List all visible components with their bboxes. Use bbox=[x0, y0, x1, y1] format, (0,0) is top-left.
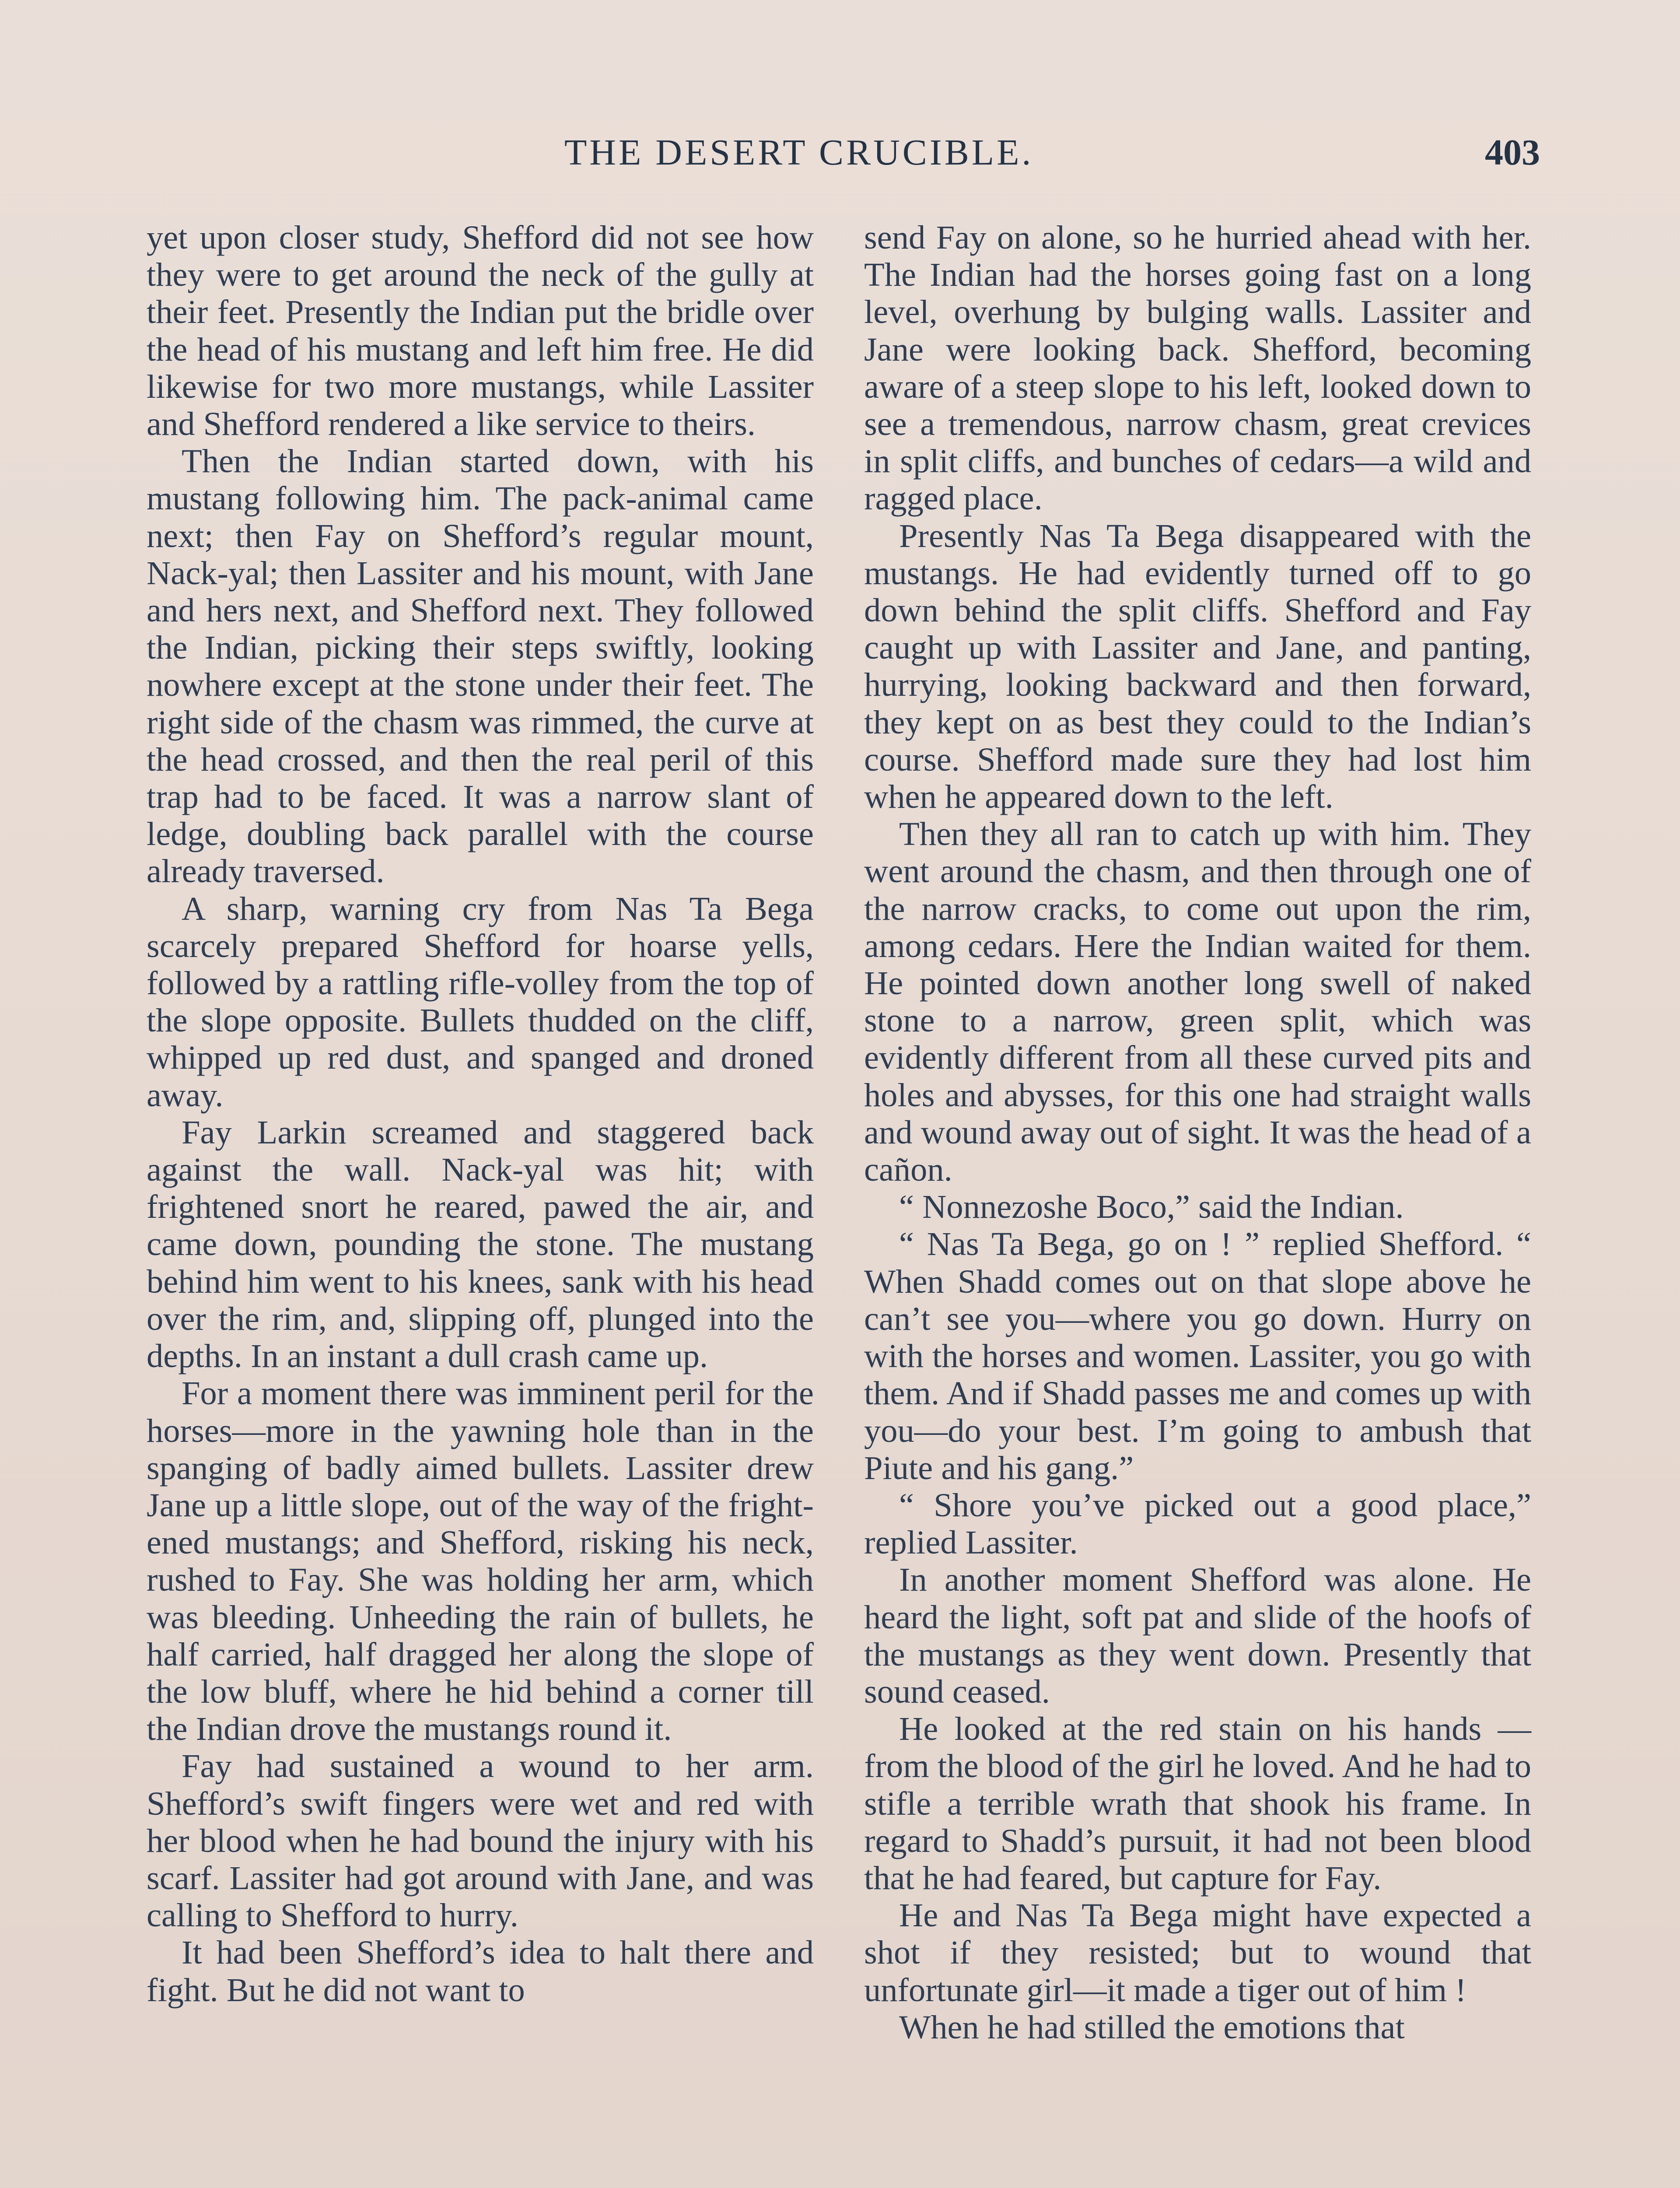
paragraph: Then the Indian started down, with his mustang following him. The pack-animal came next; then Fay on Shefford’s regular mount, Nack-yal; then Lassiter and his mount, with Jane and hers next, and Shefford next. They followed the Indian, picking their steps swiftly, looking nowhere except at the stone under their feet. The right side of the chasm was rimmed, the curve at the head crossed, and then the real peril of this trap had to be faced. It was a narrow slant of ledge, doubling back parallel with the course already traversed. bbox=[147, 442, 814, 890]
paragraph: He and Nas Ta Bega might have expected a shot if they resisted; but to wound that unfortunate girl—it made a tiger out of him ! bbox=[864, 1897, 1531, 2009]
paragraph: Then they all ran to catch up with him. They went around the chasm, and then through one of the narrow cracks, to come out upon the rim, among cedars. Here the Indian waited for them. He pointed down another long swell of naked stone to a narrow, green split, which was evidently different from all these curved pits and holes and abysses, for this one had straight walls and wound away out of sight. It was the head of a cañon. bbox=[864, 815, 1531, 1189]
paragraph: “ Nas Ta Bega, go on ! ” replied Shefford. “ When Shadd comes out on that slope above he can’t see you—where you go down. Hurry on with the horses and women. Lassiter, you go with them. And if Shadd passes me and comes up with you—do your best. I’m going to ambush that Piute and his gang.” bbox=[864, 1225, 1531, 1487]
paragraph: It had been Shefford’s idea to halt there and fight. But he did not want to bbox=[147, 1934, 814, 2009]
paragraph: Fay had sustained a wound to her arm. Shefford’s swift fingers were wet and red with her blood when he had bound the injury with his scarf. Lassiter had got around with Jane, and was calling to Shefford to hurry. bbox=[147, 1747, 814, 1934]
left-text-column bbox=[147, 219, 814, 2009]
running-head-title: THE DESERT CRUCIBLE. bbox=[564, 132, 1034, 173]
page-number: 403 bbox=[1485, 132, 1540, 173]
paragraph: In another moment Shefford was alone. He heard the light, soft pat and slide of the hoofs of the mustangs as they went down. Presently that sound ceased. bbox=[864, 1561, 1531, 1710]
paragraph: A sharp, warning cry from Nas Ta Bega scarcely prepared Shefford for hoarse yells, followed by a rattling rifle-volley from the top of the slope opposite. Bullets thudded on the cliff, whipped up red dust, and spanged and droned away. bbox=[147, 890, 814, 1114]
paragraph: Fay Larkin screamed and staggered back against the wall. Nack-yal was hit; with frightened snort he reared, pawed the air, and came down, pounding the stone. The mustang behind him went to his knees, sank with his head over the rim, and, slipping off, plunged into the depths. In an instant a dull crash came up. bbox=[147, 1113, 814, 1375]
right-text-column bbox=[864, 219, 1531, 2046]
paragraph: “ Shore you’ve picked out a good place,” replied Lassiter. bbox=[864, 1486, 1531, 1561]
paragraph: yet upon closer study, Shefford did not see how they were to get around the neck of the gully at their feet. Presently the Indian put the bridle over the head of his mustang and left him free. He did likewise for two more mustangs, while Lassiter and Shefford rendered a like service to theirs. bbox=[147, 219, 814, 443]
paragraph: “ Nonnezoshe Boco,” said the Indian. bbox=[899, 1188, 1404, 1226]
paragraph: For a moment there was imminent peril for the horses—more in the yawning hole than in the spanging of badly aimed bullets. Lassiter drew Jane up a little slope, out of the way of the frightened mustangs; and Shefford, risking his neck, rushed to Fay. She was holding her arm, which was bleeding. Unheeding the rain of bullets, he half carried, half dragged her along the slope of the low bluff, where he hid behind a corner till the Indian drove the mustangs round it. bbox=[147, 1375, 814, 1748]
paragraph: When he had stilled the emotions that bbox=[899, 2008, 1405, 2046]
paragraph: Presently Nas Ta Bega disappeared with the mustangs. He had evidently turned off to go down behind the split cliffs. Shefford and Fay caught up with Lassiter and Jane, and panting, hurrying, looking backward and then forward, they kept on as best they could to the Indian’s course. Shefford made sure they had lost him when he appeared down to the left. bbox=[864, 517, 1531, 816]
paragraph: He looked at the red stain on his hands — from the blood of the girl he loved. And he had to stifle a terrible wrath that shook his frame. In regard to Shadd’s pursuit, it had not been blood that he had feared, but capture for Fay. bbox=[864, 1710, 1531, 1897]
paragraph: send Fay on alone, so he hurried ahead with her. The Indian had the horses going fast on a long level, overhung by bulging walls. Lassiter and Jane were looking back. Shefford, becoming aware of a steep slope to his left, looked down to see a tremendous, narrow chasm, great crevices in split cliffs, and bunches of cedars—a wild and ragged place. bbox=[864, 219, 1531, 517]
